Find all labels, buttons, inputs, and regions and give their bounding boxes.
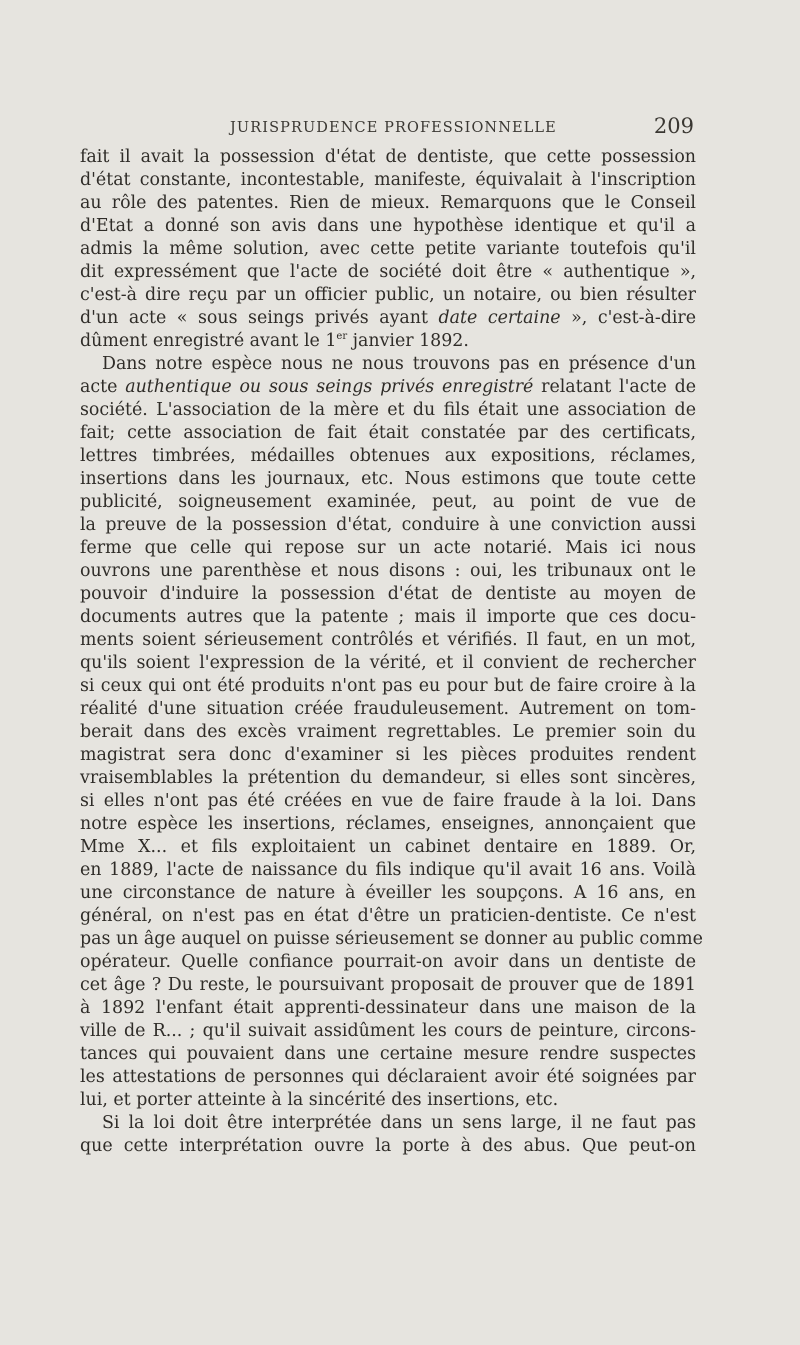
text-line: notre espèce les insertions, réclames, enseignes, annonçaient que [80, 814, 696, 834]
text-line: insertions dans les journaux, etc. Nous estimons que toute cette [80, 469, 696, 489]
superscript: er [336, 331, 348, 342]
text-line: d'état constante, incontestable, manifeste, équivalait à l'inscription [80, 170, 696, 190]
text-line: cet âge ? Du reste, le poursuivant proposait de prouver que de 1891 [80, 975, 696, 995]
text-line: ville de R... ; qu'il suivait assidûment les cours de peinture, circons- [80, 1021, 696, 1041]
text-line: Mme X... et fils exploitaient un cabinet dentaire en 1889. Or, [80, 837, 696, 857]
text-line: lui, et porter atteinte à la sincérité des insertions, etc. [80, 1090, 559, 1110]
text-line: opérateur. Quelle confiance pourrait-on avoir dans un dentiste de [80, 952, 696, 972]
page-number: 209 [653, 114, 694, 138]
text-line: dit expressément que l'acte de société doit être « authentique », [80, 262, 696, 282]
text-line: pouvoir d'induire la possession d'état de dentiste au moyen de [80, 584, 696, 604]
text-line: fait il avait la possession d'état de dentiste, que cette possession [80, 147, 696, 167]
text-line [80, 376, 696, 399]
text-run: », c'est-à-dire [560, 308, 696, 328]
text-run: d'un acte « sous seings privés ayant [80, 308, 439, 328]
text-line: réalité d'une situation créée frauduleusement. Autrement on tom- [80, 699, 696, 719]
text-line: publicité, soigneusement examinée, peut, au point de vue de [80, 492, 696, 512]
text-line: vraisemblables la prétention du demandeur, si elles sont sincères, [80, 768, 696, 788]
text-line [80, 307, 696, 330]
text-line: à 1892 l'enfant était apprenti-dessinateur dans une maison de la [80, 998, 696, 1018]
text-line: magistrat sera donc d'examiner si les pièces produites rendent [80, 745, 696, 765]
text-line: fait; cette association de fait était constatée par des certificats, [80, 423, 696, 443]
text-line: qu'ils soient l'expression de la vérité, et il convient de rechercher [80, 653, 696, 673]
running-title: JURISPRUDENCE PROFESSIONNELLE [230, 120, 557, 136]
text-line: c'est-à dire reçu par un officier public, un notaire, ou bien résulter [80, 285, 696, 305]
text-line: général, on n'est pas en état d'être un praticien-dentiste. Ce n'est [80, 906, 696, 926]
text-line: ments soient sérieusement contrôlés et vérifiés. Il faut, en un mot, [80, 630, 696, 650]
italic-text: authentique ou sous seings privés enregistré [125, 377, 534, 397]
page-header [80, 114, 696, 144]
text-run: dûment enregistré avant le 1 [80, 331, 337, 351]
text-line: ouvrons une parenthèse et nous disons : oui, les tribunaux ont le [80, 561, 696, 581]
text-line: documents autres que la patente ; mais il importe que ces docu- [80, 607, 696, 627]
text-line: les attestations de personnes qui déclaraient avoir été soignées par [80, 1067, 696, 1087]
text-line: lettres timbrées, médailles obtenues aux expositions, réclames, [80, 446, 696, 466]
text-line: au rôle des patentes. Rien de mieux. Remarquons que le Conseil [80, 193, 696, 213]
text-run: acte [80, 377, 126, 397]
text-line: une circonstance de nature à éveiller les soupçons. A 16 ans, en [80, 883, 696, 903]
text-run: relatant l'acte de [533, 377, 696, 397]
text-line [80, 330, 696, 353]
text-line: société. L'association de la mère et du fils était une association de [80, 400, 696, 420]
text-line: Si la loi doit être interprétée dans un sens large, il ne faut pas [102, 1113, 696, 1133]
italic-text: date certaine [438, 308, 561, 328]
text-line: tances qui pouvaient dans une certaine mesure rendre suspectes [80, 1044, 696, 1064]
text-line: ferme que celle qui repose sur un acte notarié. Mais ici nous [80, 538, 696, 558]
text-line: si elles n'ont pas été créées en vue de faire fraude à la loi. Dans [80, 791, 696, 811]
text-line: la preuve de la possession d'état, conduire à une conviction aussi [80, 515, 696, 535]
text-line: berait dans des excès vraiment regrettables. Le premier soin du [80, 722, 696, 742]
text-line: en 1889, l'acte de naissance du fils indique qu'il avait 16 ans. Voilà [80, 860, 696, 880]
text-line: pas un âge auquel on puisse sérieusement se donner au public comme [80, 929, 703, 949]
text-line: si ceux qui ont été produits n'ont pas eu pour but de faire croire à la [80, 676, 696, 696]
text-line: que cette interprétation ouvre la porte à des abus. Que peut-on [80, 1136, 696, 1156]
text-line: Dans notre espèce nous ne nous trouvons pas en présence d'un [102, 354, 696, 374]
text-line: d'Etat a donné son avis dans une hypothèse identique et qu'il a [80, 216, 696, 236]
text-line: admis la même solution, avec cette petite variante toutefois qu'il [80, 239, 696, 259]
text-run: janvier 1892. [347, 331, 469, 351]
